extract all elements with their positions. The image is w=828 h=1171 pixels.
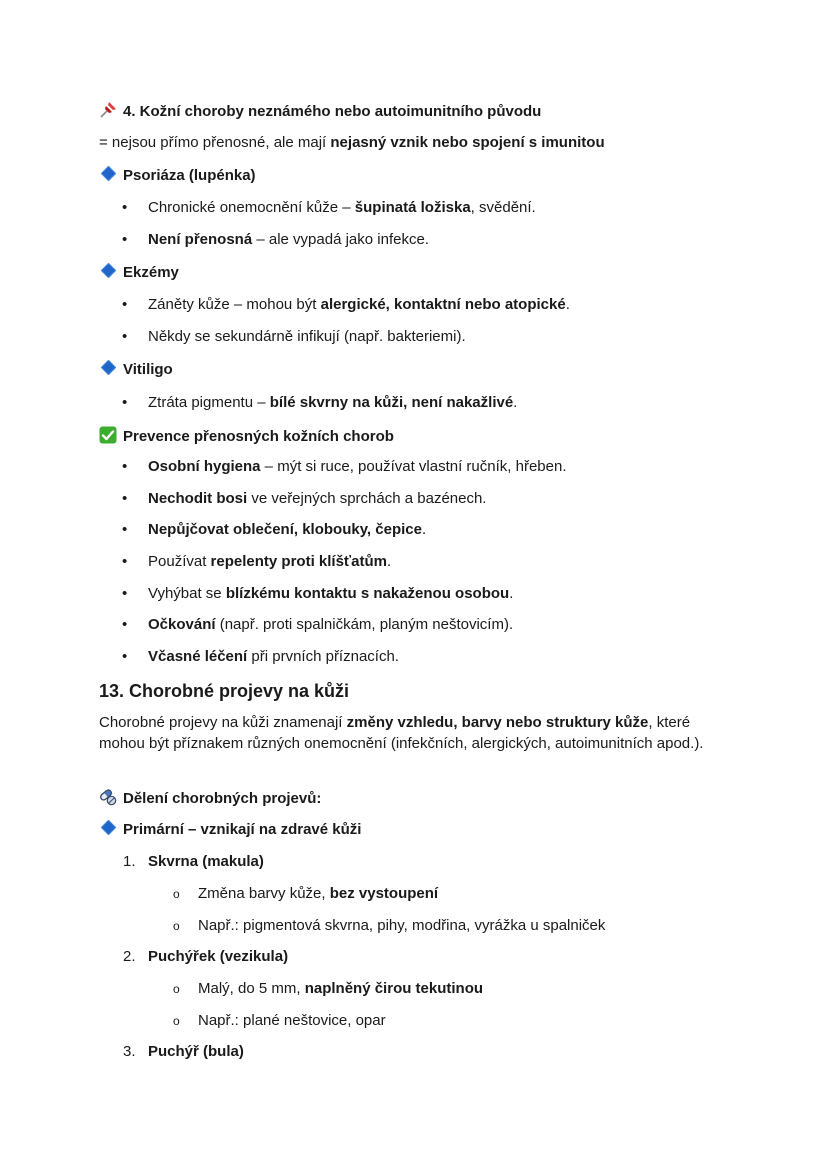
ekzemy-title: Ekzémy <box>99 263 179 283</box>
bullet-dot: • <box>122 490 128 507</box>
list-item-skvrna: Skvrna (makula) <box>148 853 264 870</box>
bullet-dot: • <box>122 458 128 475</box>
prevence-item-1: Osobní hygiena – mýt si ruce, používat vlastní ručník, hřeben. <box>148 458 567 475</box>
skvrna-sub-1: Změna barvy kůže, bez vystoupení <box>198 885 439 902</box>
list-item-puchyr: Puchýř (bula) <box>148 1043 244 1060</box>
bullet-dot: • <box>122 585 128 602</box>
prevence-item-7: Včasné léčení při prvních příznacích. <box>148 648 399 665</box>
bullet-dot: • <box>122 394 128 411</box>
list-number: 1. <box>123 853 136 870</box>
bullet-dot: • <box>122 296 128 313</box>
ekzemy-item-2: Někdy se sekundárně infikují (např. bakteriemi). <box>148 328 466 345</box>
primarni-title: Primární – vznikají na zdravé kůži <box>99 820 361 840</box>
psoriaza-item-2: Není přenosná – ale vypadá jako infekce. <box>148 231 429 248</box>
vitiligo-item-1: Ztráta pigmentu – bílé skvrny na kůži, není nakažlivé. <box>148 394 518 411</box>
bullet-dot: • <box>122 521 128 538</box>
prevence-item-5: Vyhýbat se blízkému kontaktu s nakaženou osobou. <box>148 585 514 602</box>
sub-bullet-circle: o <box>173 982 180 996</box>
bullet-dot: • <box>122 231 128 248</box>
bullet-dot: • <box>122 553 128 570</box>
list-number: 3. <box>123 1043 136 1060</box>
skvrna-sub-2: Např.: pigmentová skvrna, pihy, modřina, vyrážka u spalniček <box>198 917 606 934</box>
prevence-item-6: Očkování (např. proti spalničkám, planým neštovicím). <box>148 616 514 633</box>
bullet-dot: • <box>122 328 128 345</box>
pushpin-icon <box>99 101 117 125</box>
bullet-dot: • <box>122 199 128 216</box>
blue-diamond-icon <box>101 166 117 182</box>
puchyrek-sub-2: Např.: plané neštovice, opar <box>198 1012 386 1029</box>
prevence-title: Prevence přenosných kožních chorob <box>99 426 394 450</box>
vitiligo-title: Vitiligo <box>99 360 173 380</box>
prevence-item-3: Nepůjčovat oblečení, klobouky, čepice. <box>148 521 427 538</box>
prevence-item-2: Nechodit bosi ve veřejných sprchách a bazénech. <box>148 490 487 507</box>
psoriaza-item-1: Chronické onemocnění kůže – šupinatá ložiska, svědění. <box>148 199 536 216</box>
section-4-heading: 4. Kožní choroby neznámého nebo autoimunitního původu <box>99 101 541 125</box>
blue-diamond-icon <box>101 263 117 279</box>
list-item-puchyrek: Puchýřek (vezikula) <box>148 948 289 965</box>
section-4-intro: = nejsou přímo přenosné, ale mají nejasný vznik nebo spojení s imunitou <box>99 134 605 151</box>
sub-bullet-circle: o <box>173 887 180 901</box>
sub-bullet-circle: o <box>173 919 180 933</box>
deleni-heading: Dělení chorobných projevů: <box>99 788 321 812</box>
section-13-paragraph: Chorobné projevy na kůži znamenají změny vzhledu, barvy nebo struktury kůže, které mohou být příznakem různých onemocnění (infekčních, alergických, autoimunitních apod.). <box>99 714 704 752</box>
bullet-dot: • <box>122 648 128 665</box>
ekzemy-item-1: Záněty kůže – mohou být alergické, kontaktní nebo atopické. <box>148 296 570 313</box>
check-mark-icon <box>99 426 117 450</box>
blue-diamond-icon <box>101 360 117 376</box>
psoriaza-title: Psoriáza (lupénka) <box>99 166 256 186</box>
list-number: 2. <box>123 948 136 965</box>
bullet-dot: • <box>122 616 128 633</box>
pills-icon <box>99 788 117 812</box>
prevence-item-4: Používat repelenty proti klíšťatům. <box>148 553 392 570</box>
sub-bullet-circle: o <box>173 1014 180 1028</box>
section-13-heading: 13. Chorobné projevy na kůži <box>99 681 350 701</box>
puchyrek-sub-1: Malý, do 5 mm, naplněný čirou tekutinou <box>198 980 484 997</box>
blue-diamond-icon <box>101 820 117 836</box>
